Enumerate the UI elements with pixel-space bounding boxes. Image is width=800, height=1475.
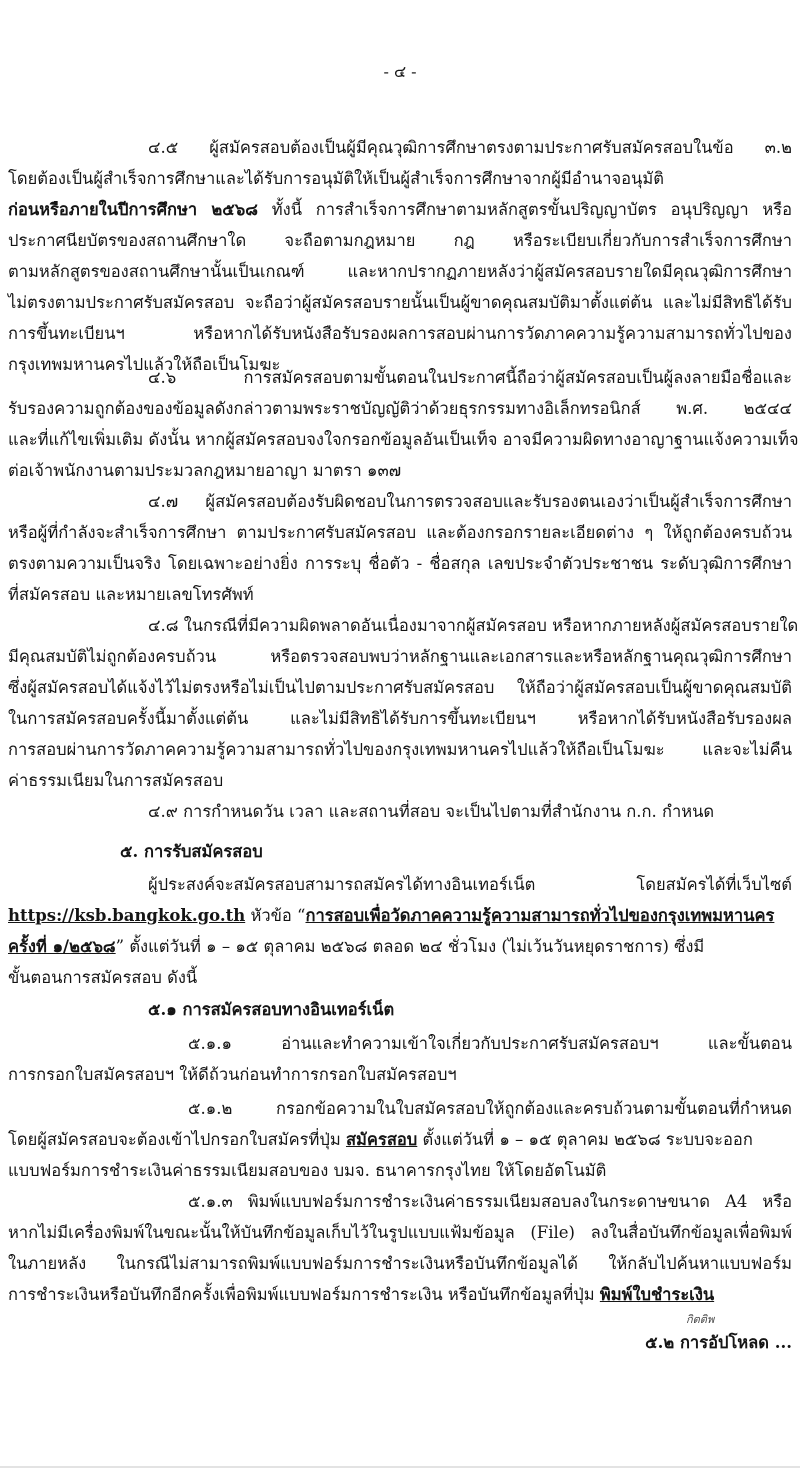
para-4-5-line-7: การขึ้นทะเบียนฯ หรือหากได้รับหนังสือรับรองผลการสอบผ่านการวัดภาคความรู้ความสามารถทั่วไปของ	[8, 324, 792, 343]
para-4-8-line-5: การสอบผ่านการวัดภาคความรู้ความสามารถทั่วไปของกรุงเทพมหานครไปแล้วให้ถือเป็นโมฆะ และจะไม่คืน	[8, 740, 792, 759]
step-5-1-2-line-2-rest: ตั้งแต่วันที่ ๑ – ๑๕ ตุลาคม ๒๕๖๘ ระบบจะออก	[417, 1130, 753, 1149]
step-5-1-2-line-2-text: โดยผู้สมัครสอบจะต้องเข้าไปกรอกใบสมัครที่ปุ่ม	[8, 1130, 346, 1149]
section-5-line-3-text: ” ตั้งแต่วันที่ ๑ – ๑๕ ตุลาคม ๒๕๖๘ ตลอด ๒๔ ชั่วโมง (ไม่เว้นวันหยุดราชการ) ซึ่งมี	[115, 937, 705, 956]
para-4-8-line-6: ค่าธรรมเนียมในการสมัครสอบ	[8, 771, 224, 790]
section-5-line-2-text: หัวข้อ “	[245, 906, 306, 925]
section-5-heading: ๕. การรับสมัครสอบ	[120, 842, 263, 861]
signature-initials: กิตติพ	[686, 1313, 715, 1326]
exam-round: ครั้งที่ ๑/๒๕๖๘	[8, 937, 116, 956]
step-5-1-3-line-3: ในภายหลัง ในกรณีไม่สามารถพิมพ์แบบฟอร์มการชำระเงินหรือบันทึกข้อมูลได้ ให้กลับไปค้นหาแบบฟอร์ม	[8, 1254, 792, 1273]
para-4-8-line-1: ๔.๘ ในกรณีที่มีความผิดพลาดอันเนื่องมาจากผู้สมัครสอบ หรือหากภายหลังผู้สมัครสอบรายใด	[148, 616, 799, 635]
apply-button-reference: สมัครสอบ	[345, 1130, 418, 1149]
para-4-7-line-2: หรือผู้ที่กำลังจะสำเร็จการศึกษา ตามประกาศรับสมัครสอบ และต้องกรอกรายละเอียดต่าง ๆ ให้ถูกต้องครบถ้วน	[8, 523, 792, 542]
para-4-5-line-4: ประกาศนียบัตรของสถานศึกษาใด จะถือตามกฎหมาย กฎ หรือระเบียบเกี่ยวกับการสำเร็จการศึกษา	[8, 231, 792, 250]
step-5-1-2-line-3: แบบฟอร์มการชำระเงินค่าธรรมเนียมสอบของ บมจ. ธนาคารกรุงไทย ให้โดยอัตโนมัติ	[8, 1161, 607, 1180]
step-5-1-2-line-2	[8, 1128, 792, 1152]
exam-title: การสอบเพื่อวัดภาคความรู้ความสามารถทั่วไปของกรุงเทพมหานคร	[305, 906, 775, 925]
step-5-1-3-line-2: หากไม่มีเครื่องพิมพ์ในขณะนั้นให้บันทึกข้อมูลเก็บไว้ในรูปแบบแฟ้มข้อมูล (File) ลงในสื่อบันทึกข้อมูลเพื่อพิมพ์	[8, 1223, 792, 1242]
para-4-5-line-1: ๔.๕ ผู้สมัครสอบต้องเป็นผู้มีคุณวุฒิการศึกษาตรงตามประกาศรับสมัครสอบในข้อ ๓.๒	[148, 138, 792, 157]
para-4-5-line-3	[8, 198, 792, 222]
print-payment-button-reference: พิมพ์ใบชำระเงิน	[599, 1285, 715, 1304]
section-5-1-heading: ๕.๑ การสมัครสอบทางอินเทอร์เน็ต	[148, 1000, 395, 1019]
para-4-6-line-3: และที่แก้ไขเพิ่มเติม ดังนั้น หากผู้สมัครสอบจงใจกรอกข้อมูลอันเป็นเท็จ อาจมีความผิดทางอาญาฐานแจ้งความเท็จ	[8, 430, 799, 449]
para-4-8-line-2: มีคุณสมบัติไม่ถูกต้องครบถ้วน หรือตรวจสอบพบว่าหลักฐานและเอกสารและหรือหลักฐานคุณวุฒิการศึกษา	[8, 647, 792, 666]
step-5-1-2-line-1: ๕.๑.๒ กรอกข้อความในใบสมัครสอบให้ถูกต้องและครบถ้วนตามขั้นตอนที่กำหนด	[188, 1099, 792, 1118]
section-5-line-3	[8, 935, 792, 959]
academic-year-emphasis: ก่อนหรือภายในปีการศึกษา ๒๕๖๘	[8, 200, 259, 219]
section-5-line-1: ผู้ประสงค์จะสมัครสอบสามารถสมัครได้ทางอินเทอร์เน็ต โดยสมัครได้ที่เว็บไซต์	[148, 875, 792, 894]
para-4-9-line-1: ๔.๙ การกำหนดวัน เวลา และสถานที่สอบ จะเป็นไปตามที่สำนักงาน ก.ก. กำหนด	[148, 802, 715, 821]
para-4-6-line-2: รับรองความถูกต้องของข้อมูลดังกล่าวตามพระราชบัญญัติว่าด้วยธุรกรรมทางอิเล็กทรอนิกส์ พ.ศ. ๒๕๔๔	[8, 399, 792, 418]
continuation-marker: ๕.๒ การอัปโหลด ...	[645, 1333, 792, 1352]
para-4-8-line-4: ในการสมัครสอบครั้งนี้มาตั้งแต่ต้น และไม่มีสิทธิได้รับการขึ้นทะเบียนฯ หรือหากได้รับหนังสือรับรองผล	[8, 709, 792, 728]
section-5-line-4: ขั้นตอนการสมัครสอบ ดังนี้	[8, 968, 198, 987]
para-4-5-line-5: ตามหลักสูตรของสถานศึกษานั้นเป็นเกณฑ์ และหากปรากฏภายหลังว่าผู้สมัครสอบรายใดมีคุณวุฒิการศึกษา	[8, 262, 792, 281]
step-5-1-1-line-1: ๕.๑.๑ อ่านและทำความเข้าใจเกี่ยวกับประกาศรับสมัครสอบฯ และขั้นตอน	[188, 1034, 792, 1053]
para-4-7-line-3: ตรงตามความเป็นจริง โดยเฉพาะอย่างยิ่ง การระบุ ชื่อตัว - ชื่อสกุล เลขประจำตัวประชาชน ระดับวุฒิการศึกษา	[8, 554, 792, 573]
para-4-6-line-4: ต่อเจ้าพนักงานตามประมวลกฎหมายอาญา มาตรา ๑๓๗	[8, 461, 402, 480]
page-number: - ๔ -	[383, 62, 417, 81]
para-4-5-line-8: กรุงเทพมหานครไปแล้วให้ถือเป็นโมฆะ	[8, 355, 281, 374]
para-4-6-line-1: ๔.๖ การสมัครสอบตามขั้นตอนในประกาศนี้ถือว่าผู้สมัครสอบเป็นผู้ลงลายมือชื่อและ	[148, 368, 792, 387]
step-5-1-3-line-4	[8, 1283, 792, 1307]
para-4-7-line-4: ที่สมัครสอบ และหมายเลขโทรศัพท์	[8, 585, 254, 604]
step-5-1-3-line-4-text: การชำระเงินหรือบันทึกอีกครั้งเพื่อพิมพ์แบบฟอร์มการชำระเงิน หรือบันทึกข้อมูลที่ปุ่ม	[8, 1285, 600, 1304]
website-link[interactable]: https://ksb.bangkok.go.th	[8, 906, 246, 925]
para-4-5-line-2: โดยต้องเป็นผู้สำเร็จการศึกษาและได้รับการอนุมัติให้เป็นผู้สำเร็จการศึกษาจากผู้มีอำนาจอนุมัติ	[8, 169, 664, 188]
para-4-5-line-6: ไม่ตรงตามประกาศรับสมัครสอบ จะถือว่าผู้สมัครสอบรายนั้นเป็นผู้ขาดคุณสมบัติมาตั้งแต่ต้น และไม่มีสิทธิได้รับ	[8, 293, 792, 312]
step-5-1-1-line-2: การกรอกใบสมัครสอบฯ ให้ดีถ้วนก่อนทำการกรอกใบสมัครสอบฯ	[8, 1065, 457, 1084]
para-4-5-line-3-text: ทั้งนี้ การสำเร็จการศึกษาตามหลักสูตรขั้นปริญญาบัตร อนุปริญญา หรือ	[258, 200, 792, 219]
step-5-1-3-line-1: ๕.๑.๓ พิมพ์แบบฟอร์มการชำระเงินค่าธรรมเนียมสอบลงในกระดาษขนาด A4 หรือ	[188, 1192, 792, 1211]
section-5-line-2	[8, 904, 792, 928]
para-4-7-line-1: ๔.๗ ผู้สมัครสอบต้องรับผิดชอบในการตรวจสอบและรับรองตนเองว่าเป็นผู้สำเร็จการศึกษา	[148, 492, 792, 511]
page-bottom-divider	[0, 1466, 800, 1468]
para-4-8-line-3: ซึ่งผู้สมัครสอบได้แจ้งไว้ไม่ตรงหรือไม่เป็นไปตามประกาศรับสมัครสอบ ให้ถือว่าผู้สมัครสอบเป็นผู้ขาดคุณสมบัติ	[8, 678, 792, 697]
